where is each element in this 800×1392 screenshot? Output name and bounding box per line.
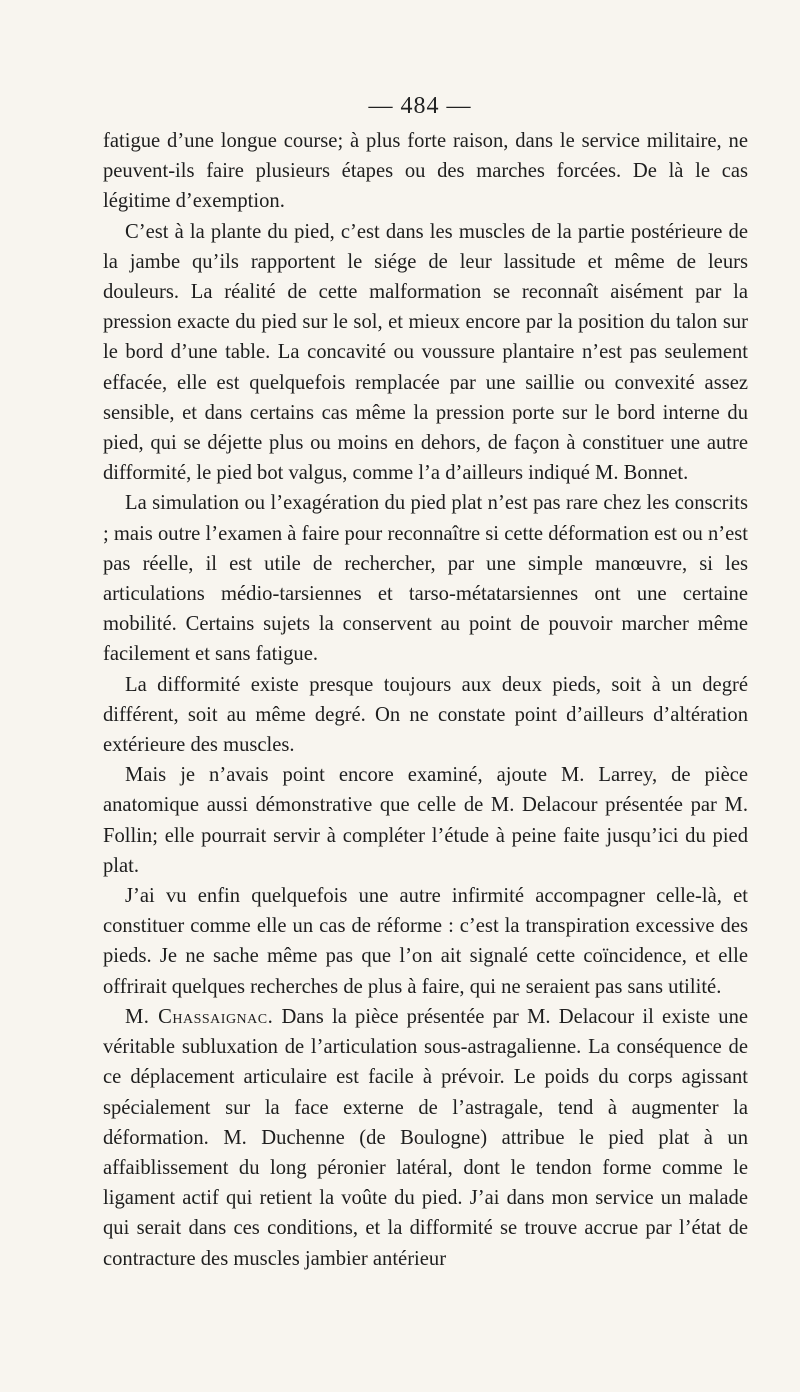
paragraph-2: C’est à la plante du pied, c’est dans les muscles de la partie postérieure de la jambe qu’ils rapportent le siége de leur lassitude et même de leurs douleurs. La réalité de cette malformation se reconnaît aisément par la pression exacte du pied sur le sol, et mieux encore par la position du talon sur le bord d’une table. La concavité ou voussure plantaire n’est pas seulement effacée, elle est quelquefois remplacée par une saillie ou convexité assez sensible, et dans certains cas même la pression porte sur le bord interne du pied, qui se déjette plus ou moins en dehors, de façon à constituer une autre difformité, le pied bot valgus, comme l’a d’ailleurs indiqué M. Bonnet. (103, 220, 748, 485)
page-number: — 484 — (368, 93, 472, 119)
body-text (103, 126, 748, 1274)
paragraph-3: La simulation ou l’exagération du pied plat n’est pas rare chez les conscrits ; mais outre l’examen à faire pour reconnaître si cette déformation est ou n’est pas réelle, il est utile de rechercher, par une simple manœuvre, si les articulations médio-tarsiennes et tarso-métatarsiennes ont une certaine mobilité. Certains sujets la conservent au point de pouvoir marcher même facilement et sans fatigue. (103, 492, 748, 666)
paragraph-5: Mais je n’avais point encore examiné, ajoute M. Larrey, de pièce anatomique aussi démonstrative que celle de M. Delacour présentée par M. Follin; elle pourrait servir à compléter l’étude à peine faite jusqu’ici du pied plat. (103, 764, 748, 877)
speaker-name: M. Chassaignac. (125, 1005, 274, 1028)
paragraph-6: J’ai vu enfin quelquefois une autre infirmité accompagner celle-là, et constituer comme elle un cas de réforme : c’est la transpiration excessive des pieds. Je ne sache même pas que l’on ait signalé cette coïncidence, et elle offrirait quelques recherches de plus à faire, qui ne seraient pas sans utilité. (103, 885, 748, 998)
paragraph-1: fatigue d’une longue course; à plus forte raison, dans le service militaire, ne peuvent-ils faire plusieurs étapes ou des marches forcées. De là le cas légitime d’exemption. (103, 130, 748, 213)
paragraph-7 (103, 1002, 748, 1274)
paragraph-4: La difformité existe presque toujours aux deux pieds, soit à un degré différent, soit au même degré. On ne constate point d’ailleurs d’altération extérieure des muscles. (103, 673, 748, 757)
paragraph-7-text: Dans la pièce présentée par M. Delacour il existe une véritable subluxation de l’articulation sous-astragalienne. La conséquence de ce déplacement articulaire est facile à prévoir. Le poids du corps agissant spécialement sur la face externe de l’astragale, tend à augmenter la déformation. M. Duchenne (de Boulogne) attribue le pied plat à un affaiblissement du long péronier latéral, dont le tendon forme comme le ligament actif qui retient la voûte du pied. J’ai dans mon service un malade qui serait dans ces conditions, et la difformité se trouve accrue par l’état de contracture des muscles jambier antérieur (103, 1005, 749, 1270)
